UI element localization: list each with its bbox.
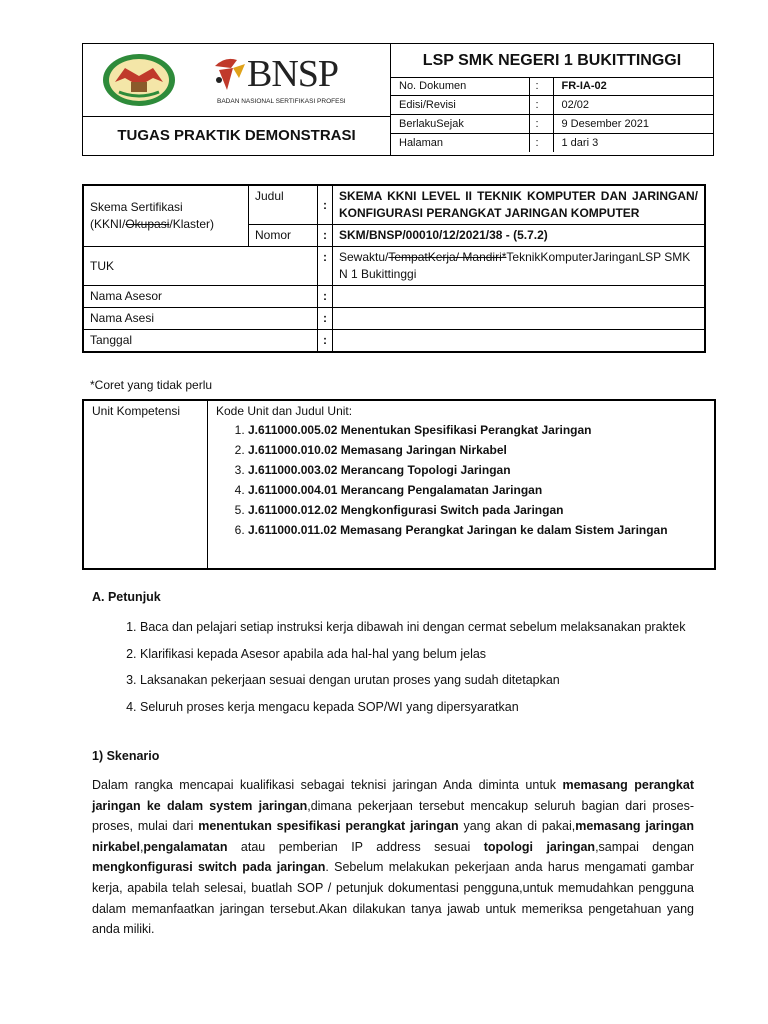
schema-row-judul [83, 185, 705, 225]
schema-label: Skema Sertifikasi [90, 200, 183, 214]
school-logo-icon [101, 52, 177, 108]
meta-label: Edisi/Revisi [391, 96, 529, 115]
skenario-bold: memasang perangkat jaringan ke dalam system jaringan [92, 778, 695, 813]
skenario-bold: mengkonfigurasi switch pada jaringan [92, 860, 326, 875]
skenario-title: 1) Skenario [92, 749, 160, 763]
schema-row-tanggal [83, 330, 705, 353]
asesor-value[interactable] [333, 286, 706, 308]
skenario-text: yang akan di pakai, [458, 819, 576, 834]
judul-label: Judul [249, 185, 318, 225]
skenario-bold: pengalamatan [143, 839, 228, 854]
meta-label: Halaman [391, 134, 529, 153]
unit-label: Unit Kompetensi [84, 401, 208, 568]
schema-row-tuk [83, 247, 705, 286]
section-a-title: A. Petunjuk [92, 590, 161, 604]
unit-content [208, 401, 714, 568]
petunjuk-item: 1. Baca dan pelajari setiap instruksi kerja dibawah ini dengan cermat sebelum melaksanakan praktek [140, 614, 718, 641]
schema-label-struck: Okupasi [125, 217, 170, 231]
skenario-text: atau pemberian IP address sesuai [227, 839, 484, 854]
tanggal-value[interactable] [333, 330, 706, 353]
meta-row [391, 134, 713, 153]
asesi-label: Nama Asesi [83, 308, 318, 330]
skenario-text: , [139, 839, 144, 854]
schema-label-c: /Klaster) [169, 217, 215, 231]
unit-item: 1. J.611000.005.02 Menentukan Spesifikasi Perangkat Jaringan [248, 420, 706, 440]
nomor-value: SKM/BNSP/00010/12/2021/38 - (5.7.2) [333, 225, 706, 247]
document-title: TUGAS PRAKTIK DEMONSTRASI [83, 117, 391, 155]
skenario-text: ,dimana pekerjaan tersebut mencakup seluruh bagian dari proses-proses, mulai dari [92, 798, 695, 834]
nomor-colon: : [318, 225, 333, 247]
judul-value: SKEMA KKNI LEVEL II TEKNIK KOMPUTER DAN JARINGAN/ KONFIGURASI PERANGKAT JARINGAN KOMPUTER [333, 185, 706, 225]
skenario-text: Dalam rangka mencapai kualifikasi sebagai teknisi jaringan Anda diminta untuk [92, 778, 563, 792]
unit-item: 4. J.611000.004.01 Merancang Pengalamatan Jaringan [248, 480, 706, 500]
petunjuk-list [118, 614, 718, 720]
tuk-a: Sewaktu/ [339, 250, 389, 264]
skenario-bold: topologi jaringan [483, 839, 596, 854]
asesi-colon: : [318, 308, 333, 330]
meta-colon: : [529, 96, 553, 115]
asesor-label: Nama Asesor [83, 286, 318, 308]
logo-area [83, 44, 391, 117]
meta-value: 1 dari 3 [561, 137, 599, 149]
meta-value: 02/02 [553, 96, 713, 115]
schema-label-a: (KKNI/ [90, 217, 126, 231]
document-meta-table [391, 77, 713, 152]
petunjuk-item: 4. Seluruh proses kerja mengacu kepada SOP/WI yang dipersyaratkan [140, 694, 718, 721]
judul-colon: : [318, 185, 333, 225]
unit-item: 6. J.611000.011.02 Memasang Perangkat Jaringan ke dalam Sistem Jaringan [248, 520, 706, 540]
strike-note: *Coret yang tidak perlu [90, 378, 213, 392]
unit-item: 2. J.611000.010.02 Memasang Jaringan Nirkabel [248, 440, 706, 460]
asesi-value[interactable] [333, 308, 706, 330]
meta-value: 9 Desember 2021 [553, 115, 713, 134]
meta-value: FR-IA-02 [553, 77, 713, 96]
nomor-label: Nomor [249, 225, 318, 247]
tuk-label: TUK [83, 247, 318, 286]
unit-kompetensi-table [82, 399, 716, 570]
bnsp-fullname: BADAN NASIONAL SERTIFIKASI PROFESI [217, 98, 346, 105]
unit-list [216, 420, 706, 540]
meta-label: BerlakuSejak [391, 115, 529, 134]
skenario-bold: memasang jaringan nirkabel [92, 819, 694, 854]
tuk-value [333, 247, 706, 286]
bnsp-wordmark: BNSP [247, 53, 339, 95]
document-header [82, 43, 714, 156]
meta-row [391, 115, 713, 134]
petunjuk-item: 3. Laksanakan pekerjaan sesuai dengan urutan proses yang sudah ditetapkan [140, 667, 718, 694]
meta-colon: : [529, 77, 553, 96]
schema-table [82, 184, 706, 353]
skenario-bold: menentukan spesifikasi perangkat jaringan [198, 819, 459, 834]
skenario-text: ,sampai dengan [595, 839, 694, 854]
meta-colon: : [529, 115, 553, 134]
tanggal-label: Tanggal [83, 330, 318, 353]
petunjuk-item: 2. Klarifikasi kepada Asesor apabila ada hal-hal yang belum jelas [140, 641, 718, 668]
meta-row [391, 77, 713, 96]
bnsp-emblem-icon [211, 54, 247, 94]
tuk-colon: : [318, 247, 333, 286]
meta-colon: : [529, 134, 553, 153]
skenario-paragraph [92, 775, 694, 940]
meta-row [391, 96, 713, 115]
unit-item: 5. J.611000.012.02 Mengkonfigurasi Switch pada Jaringan [248, 500, 706, 520]
schema-row-asesor [83, 286, 705, 308]
schema-label-cell [83, 185, 249, 247]
tuk-struck: TempatKerja/ Mandiri* [388, 250, 507, 264]
schema-row-asesi [83, 308, 705, 330]
tanggal-colon: : [318, 330, 333, 353]
organization-title: LSP SMK NEGERI 1 BUKITTINGGI [391, 44, 713, 78]
asesor-colon: : [318, 286, 333, 308]
skenario-text: . Sebelum melakukan pekerjaan anda harus mengamati gambar kerja, apabila telah selesai, buatlah SOP / petunjuk dokumentasi pengguna,untuk memudahkan pengguna dalam memanfaatkan jaringan tersebut.Akan dilakukan tanya jawab untuk memeriksa pengetahuan yang anda miliki. [92, 860, 694, 937]
unit-heading: Kode Unit dan Judul Unit: [216, 404, 353, 418]
unit-item: 3. J.611000.003.02 Merancang Topologi Jaringan [248, 460, 706, 480]
tuk-c: TeknikKomputerJaringanLSP SMK N 1 Bukittinggi [339, 250, 691, 281]
meta-label: No. Dokumen [391, 77, 529, 96]
